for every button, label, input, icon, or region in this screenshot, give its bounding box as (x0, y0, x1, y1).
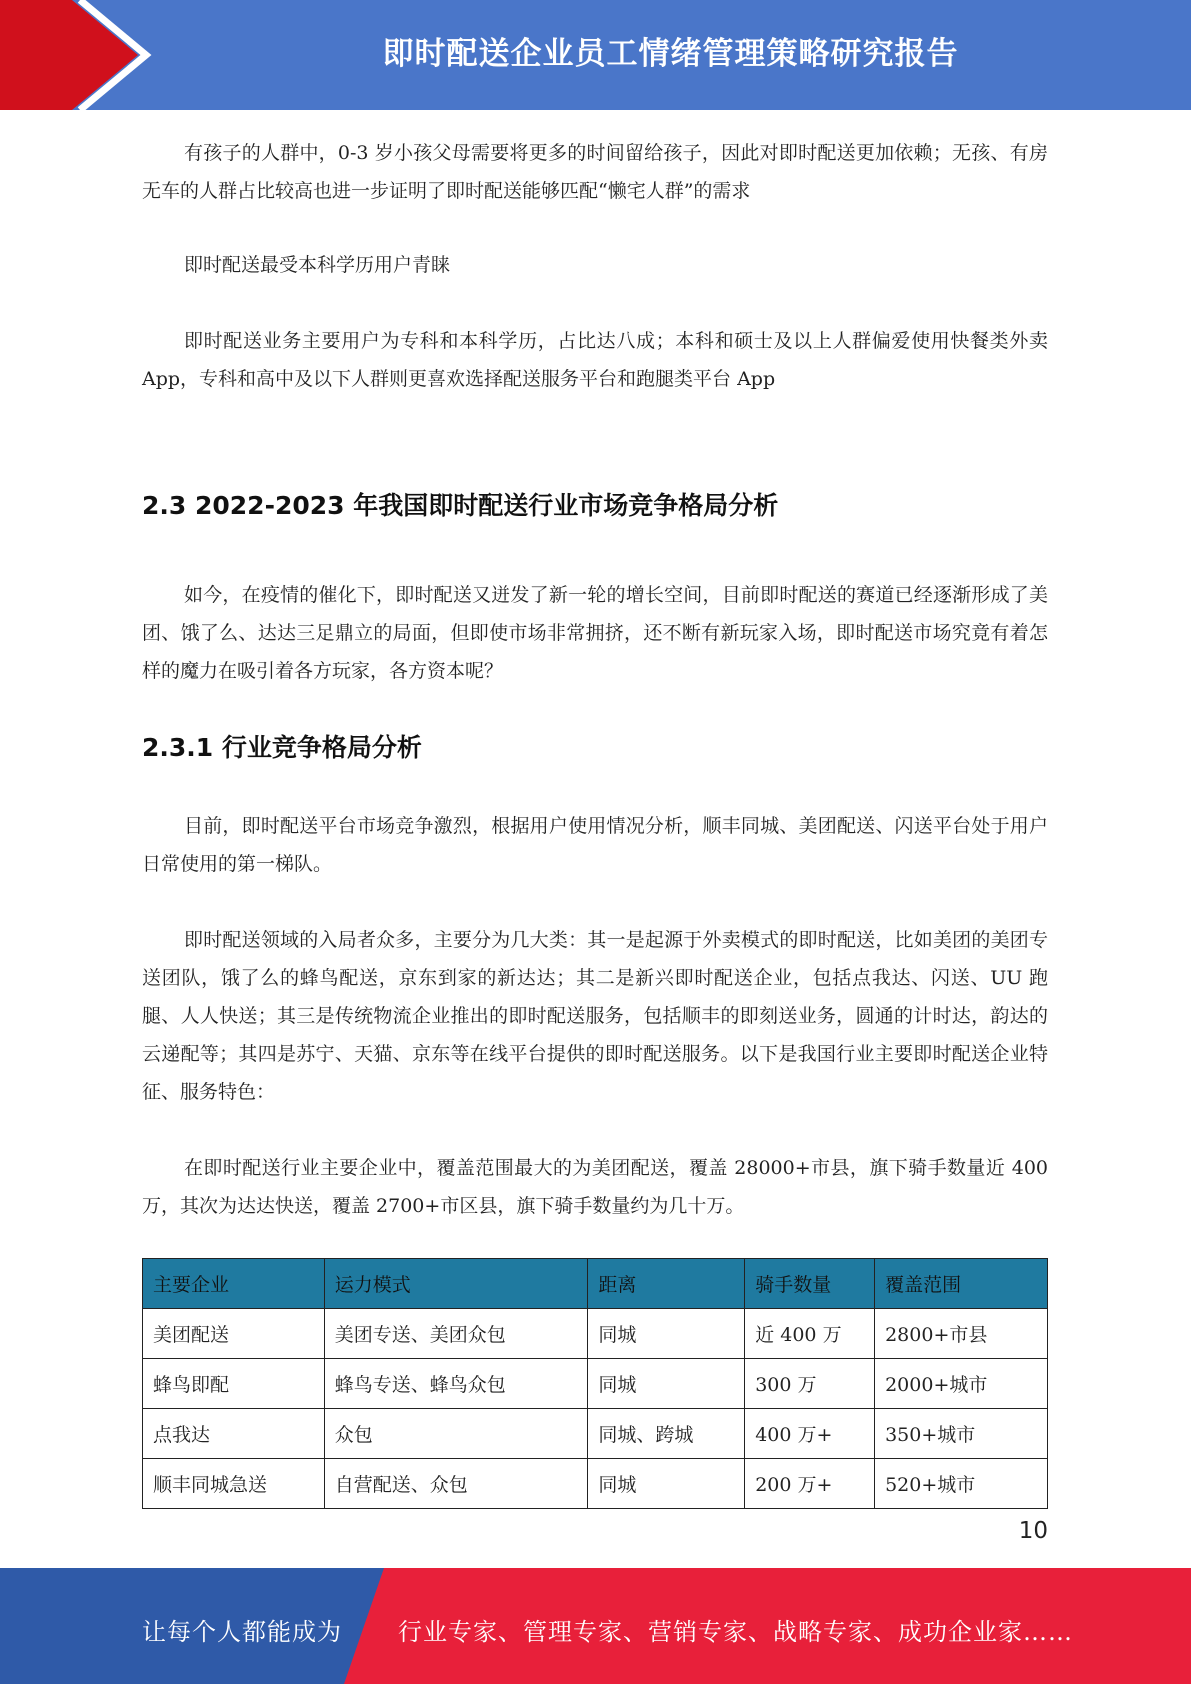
section-heading: 2.3 2022-2023 年我国即时配送行业市场竞争格局分析 (142, 491, 779, 520)
table-cell: 350+城市 (875, 1409, 1048, 1459)
paragraph: 即时配送业务主要用户为专科和本科学历，占比达八成；本科和硕士及以上人群偏爱使用快餐类外卖 App，专科和高中及以下人群则更喜欢选择配送服务平台和跑腿类平台 App (142, 330, 1048, 390)
table-cell: 美团专送、美团众包 (324, 1309, 588, 1359)
table-cell: 自营配送、众包 (324, 1459, 588, 1509)
column-header: 主要企业 (143, 1259, 325, 1309)
table-cell: 400 万+ (745, 1409, 875, 1459)
table-row (143, 1409, 1048, 1459)
table-cell: 2000+城市 (875, 1359, 1048, 1409)
table-cell: 点我达 (143, 1409, 325, 1459)
column-header: 距离 (588, 1259, 745, 1309)
table-cell: 蜂鸟即配 (143, 1359, 325, 1409)
table-cell: 近 400 万 (745, 1309, 875, 1359)
footer-slogan-right: 行业专家、管理专家、营销专家、战略专家、成功企业家…… (398, 1618, 1073, 1646)
table-cell: 同城 (588, 1309, 745, 1359)
table-cell: 众包 (324, 1409, 588, 1459)
page-footer (0, 1568, 1191, 1684)
page-header (0, 0, 1191, 110)
table-row (143, 1359, 1048, 1409)
table-row (143, 1459, 1048, 1509)
table-cell: 同城 (588, 1359, 745, 1409)
column-header: 运力模式 (324, 1259, 588, 1309)
table-cell: 顺丰同城急送 (143, 1459, 325, 1509)
table-cell: 300 万 (745, 1359, 875, 1409)
paragraph: 如今，在疫情的催化下，即时配送又迸发了新一轮的增长空间，目前即时配送的赛道已经逐渐形成了美团、饿了么、达达三足鼎立的局面，但即使市场非常拥挤，还不断有新玩家入场，即时配送市场究竟有着怎样的魔力在吸引着各方玩家，各方资本呢？ (142, 584, 1048, 682)
paragraph: 即时配送最受本科学历用户青睐 (184, 254, 451, 276)
paragraph: 目前，即时配送平台市场竞争激烈，根据用户使用情况分析，顺丰同城、美团配送、闪送平台处于用户日常使用的第一梯队。 (142, 815, 1048, 875)
column-header: 骑手数量 (745, 1259, 875, 1309)
paragraph: 即时配送领域的入局者众多，主要分为几大类：其一是起源于外卖模式的即时配送，比如美团的美团专送团队，饿了么的蜂鸟配送，京东到家的新达达；其二是新兴即时配送企业，包括点我达、闪送、UU 跑腿、人人快送；其三是传统物流企业推出的即时配送服务，包括顺丰的即刻送业务，圆通的计时达，韵达的云递配等；其四是苏宁、天猫、京东等在线平台提供的即时配送服务。以下是我国行业主要即时配送企业特征、服务特色： (142, 929, 1048, 1103)
paragraph: 有孩子的人群中，0-3 岁小孩父母需要将更多的时间留给孩子，因此对即时配送更加依赖；无孩、有房无车的人群占比较高也进一步证明了即时配送能够匹配“懒宅人群”的需求 (142, 142, 1048, 202)
table-cell: 同城、跨城 (588, 1409, 745, 1459)
table-cell: 蜂鸟专送、蜂鸟众包 (324, 1359, 588, 1409)
table-cell: 美团配送 (143, 1309, 325, 1359)
table-cell: 2800+市县 (875, 1309, 1048, 1359)
page-number: 10 (1018, 1518, 1048, 1544)
table-cell: 同城 (588, 1459, 745, 1509)
column-header: 覆盖范围 (875, 1259, 1048, 1309)
header-title: 即时配送企业员工情绪管理策略研究报告 (382, 36, 959, 72)
subsection-heading: 2.3.1 行业竞争格局分析 (142, 733, 422, 762)
paragraph: 在即时配送行业主要企业中，覆盖范围最大的为美团配送，覆盖 28000+市县，旗下骑手数量近 400 万，其次为达达快送，覆盖 2700+市区县，旗下骑手数量约为几十万。 (142, 1157, 1048, 1217)
table-header-row (143, 1259, 1048, 1309)
footer-slogan-left: 让每个人都能成为 (142, 1618, 342, 1646)
enterprise-table (142, 1258, 1048, 1509)
table-cell: 200 万+ (745, 1459, 875, 1509)
table-cell: 520+城市 (875, 1459, 1048, 1509)
table-row (143, 1309, 1048, 1359)
